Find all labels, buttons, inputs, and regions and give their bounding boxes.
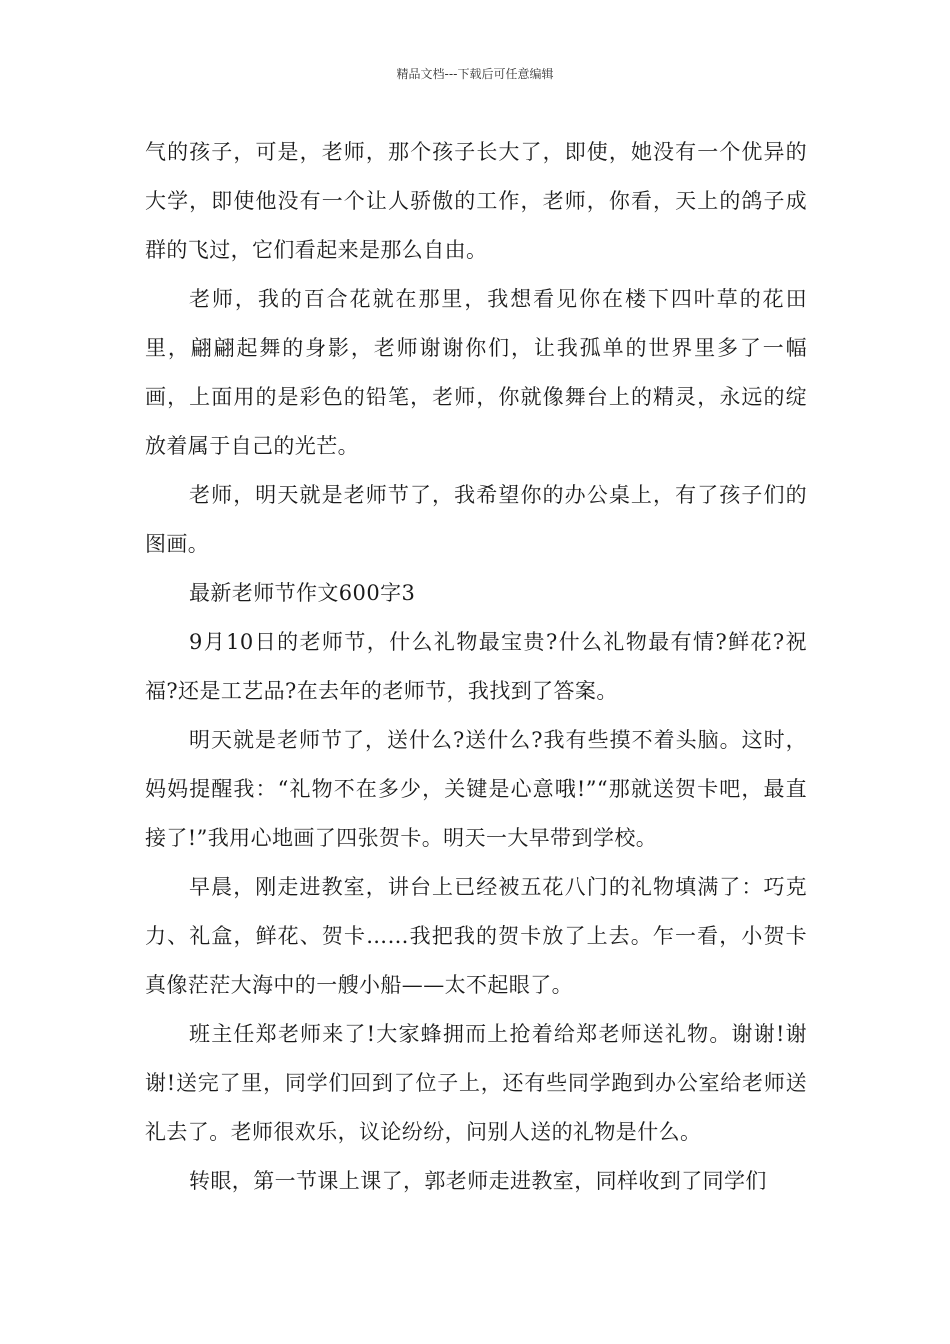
page-header: 精品文档---下载后可任意编辑	[396, 67, 554, 81]
document-body	[145, 128, 807, 1206]
paragraph: 转眼，第一节课上课了，郭老师走进教室，同样收到了同学们	[189, 1169, 767, 1193]
paragraph: 气的孩子，可是，老师，那个孩子长大了，即使，她没有一个优异的大学，即使他没有一个让人骄傲的工作，老师，你看，天上的鸽子成群的飞过，它们看起来是那么自由。	[145, 140, 807, 262]
paragraph: 9月10日的老师节，什么礼物最宝贵?什么礼物最有情?鲜花?祝福?还是工艺品?在去年的老师节，我找到了答案。	[145, 630, 807, 703]
section-heading: 最新老师节作文600字3	[189, 581, 416, 605]
paragraph: 早晨，刚走进教室，讲台上已经被五花八门的礼物填满了：巧克力、礼盒，鲜花、贺卡……我把我的贺卡放了上去。乍一看，小贺卡真像茫茫大海中的一艘小船——太不起眼了。	[145, 875, 807, 997]
paragraph: 班主任郑老师来了!大家蜂拥而上抢着给郑老师送礼物。谢谢!谢谢!送完了里，同学们回到了位子上，还有些同学跑到办公室给老师送礼去了。老师很欢乐，议论纷纷，问别人送的礼物是什么。	[145, 1022, 807, 1144]
paragraph: 老师，我的百合花就在那里，我想看见你在楼下四叶草的花田里，翩翩起舞的身影，老师谢谢你们，让我孤单的世界里多了一幅画，上面用的是彩色的铅笔，老师，你就像舞台上的精灵，永远的绽放着属于自己的光芒。	[145, 287, 807, 458]
paragraph: 老师，明天就是老师节了，我希望你的办公桌上，有了孩子们的图画。	[145, 483, 807, 556]
paragraph: 明天就是老师节了，送什么?送什么?我有些摸不着头脑。这时，妈妈提醒我：“礼物不在多少，关键是心意哦!”“那就送贺卡吧，最直接了!”我用心地画了四张贺卡。明天一大早带到学校。	[145, 728, 807, 850]
